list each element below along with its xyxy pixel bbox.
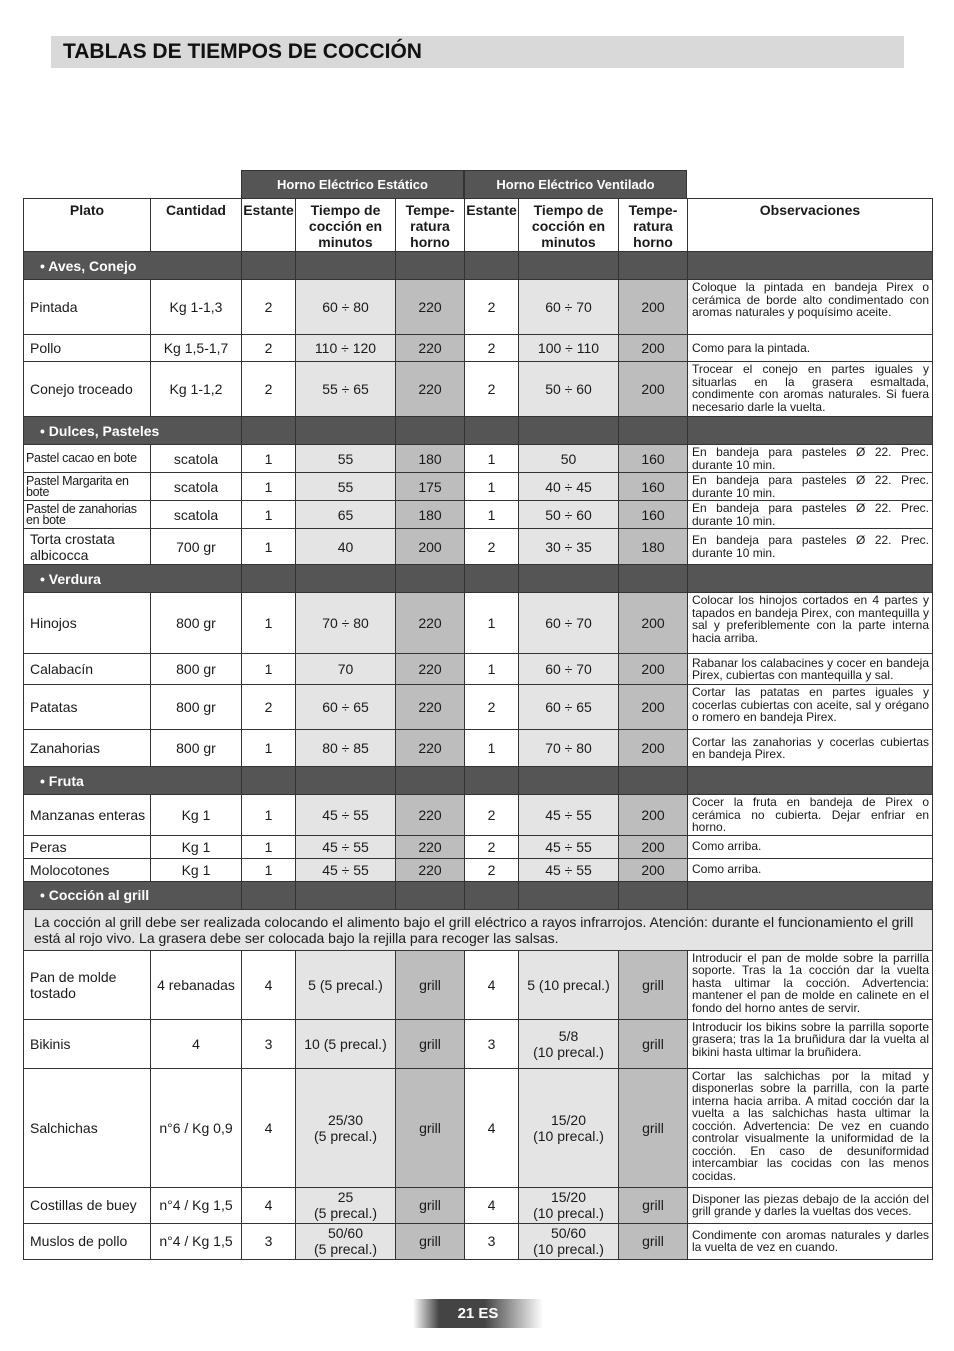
cell-estante-fan: 4 [465, 1187, 519, 1223]
static-oven-header: Horno Eléctrico Estático [241, 170, 464, 198]
cell-tiempo-fan: 60 ÷ 70 [519, 654, 619, 685]
table-row [24, 835, 933, 858]
cell-estante-fan: 2 [465, 835, 519, 858]
cell-temp-fan: 200 [619, 280, 688, 335]
table-row [24, 950, 933, 1019]
col-temp-fan: Tempe- ratura horno [619, 199, 688, 252]
cell-estante-static: 4 [242, 1068, 296, 1187]
section-grill [24, 881, 933, 909]
section-label: • Cocción al grill [24, 881, 242, 909]
cell-estante-fan: 1 [465, 654, 519, 685]
cell-plato: Conejo troceado [24, 362, 151, 417]
cell-estante-fan: 2 [465, 335, 519, 362]
page-title: TABLAS DE TIEMPOS DE COCCIÓN [51, 36, 904, 68]
cell-cantidad: 4 rebanadas [151, 950, 242, 1019]
cell-cantidad: n°6 / Kg 0,9 [151, 1068, 242, 1187]
cell-tiempo-static: 5 (5 precal.) [296, 950, 396, 1019]
cell-observaciones: Como arriba. [688, 858, 933, 881]
cell-tiempo-static: 40 [296, 529, 396, 565]
cell-estante-fan: 3 [465, 1223, 519, 1259]
cell-estante-fan: 4 [465, 1068, 519, 1187]
cell-temp-fan: grill [619, 950, 688, 1019]
cell-observaciones: Coloque la pintada en bandeja Pirex o cerámica de borde alto condimentado con aromas naturales y poquísimo aceite. [688, 280, 933, 335]
cell-tiempo-static: 65 [296, 501, 396, 529]
col-tiempo-static: Tiempo de cocción en minutos [296, 199, 396, 252]
cell-observaciones: Trocear el conejo en partes iguales y situarlas en la grasera esmaltada, condimente con aromas naturales. Si fuera necesario darle la vuelta. [688, 362, 933, 417]
cell-estante-static: 1 [242, 654, 296, 685]
cell-temp-static: 220 [396, 362, 465, 417]
cell-observaciones: Introducir los bikins sobre la parrilla soporte grasera; tras la 1a bruñidura dar la vuelta al bikini hasta ultimar la bruñidera. [688, 1019, 933, 1068]
table-row [24, 858, 933, 881]
cell-plato: Molocotones [24, 858, 151, 881]
cell-temp-static: grill [396, 1223, 465, 1259]
table-row [24, 445, 933, 473]
cell-cantidad: 700 gr [151, 529, 242, 565]
cell-temp-fan: grill [619, 1019, 688, 1068]
table-row [24, 1019, 933, 1068]
cell-plato: Pintada [24, 280, 151, 335]
cell-tiempo-static: 25/30 (5 precal.) [296, 1068, 396, 1187]
fan-oven-header: Horno Eléctrico Ventilado [464, 170, 687, 198]
cell-estante-static: 4 [242, 1187, 296, 1223]
table-row [24, 1068, 933, 1187]
table-row [24, 280, 933, 335]
cell-cantidad: 800 gr [151, 593, 242, 654]
cell-estante-fan: 2 [465, 685, 519, 730]
cell-temp-fan: 200 [619, 685, 688, 730]
cell-tiempo-static: 70 [296, 654, 396, 685]
cell-temp-fan: 200 [619, 858, 688, 881]
cell-tiempo-fan: 40 ÷ 45 [519, 473, 619, 501]
cell-cantidad: scatola [151, 501, 242, 529]
cell-tiempo-fan: 30 ÷ 35 [519, 529, 619, 565]
col-estante-fan: Estante [465, 199, 519, 252]
cell-tiempo-static: 50/60 (5 precal.) [296, 1223, 396, 1259]
section-label: • Aves, Conejo [24, 252, 242, 280]
cell-tiempo-static: 45 ÷ 55 [296, 795, 396, 836]
table-row [24, 501, 933, 529]
cell-tiempo-static: 55 [296, 473, 396, 501]
cell-plato: Costillas de buey [24, 1187, 151, 1223]
cell-estante-static: 4 [242, 950, 296, 1019]
cell-cantidad: 800 gr [151, 685, 242, 730]
cell-plato: Calabacín [24, 654, 151, 685]
cell-cantidad: Kg 1 [151, 835, 242, 858]
cell-observaciones: Colocar los hinojos cortados en 4 partes y tapados en bandeja Pirex, con mantequilla y sal y preferiblemente con la parte interna hacia arriba. [688, 593, 933, 654]
cell-temp-fan: grill [619, 1068, 688, 1187]
col-cantidad: Cantidad [151, 199, 242, 252]
cell-temp-static: grill [396, 1068, 465, 1187]
cell-estante-static: 1 [242, 730, 296, 767]
cooking-times-table [23, 198, 933, 1260]
cell-plato: Peras [24, 835, 151, 858]
cell-temp-static: 220 [396, 685, 465, 730]
cell-cantidad: 800 gr [151, 654, 242, 685]
cell-estante-static: 2 [242, 362, 296, 417]
cell-estante-static: 1 [242, 593, 296, 654]
cell-temp-fan: 160 [619, 473, 688, 501]
cell-observaciones: Disponer las piezas debajo de la acción del grill grande y darles la vueltas dos veces. [688, 1187, 933, 1223]
cell-tiempo-static: 80 ÷ 85 [296, 730, 396, 767]
cell-observaciones: Cocer la fruta en bandeja de Pirex o cerámica no cubierta. Dejar enfriar en horno. [688, 795, 933, 836]
page-number [413, 1299, 543, 1328]
cell-estante-static: 1 [242, 473, 296, 501]
cell-tiempo-fan: 50 [519, 445, 619, 473]
table-row [24, 362, 933, 417]
cell-tiempo-static: 60 ÷ 65 [296, 685, 396, 730]
cell-temp-fan: 200 [619, 795, 688, 836]
table-row [24, 654, 933, 685]
cell-temp-static: 220 [396, 593, 465, 654]
cell-temp-static: grill [396, 1019, 465, 1068]
cell-cantidad: Kg 1-1,3 [151, 280, 242, 335]
cell-plato: Pastel Margarita en bote [24, 473, 151, 501]
cell-estante-static: 1 [242, 858, 296, 881]
cell-tiempo-fan: 60 ÷ 70 [519, 280, 619, 335]
grill-note-row [24, 909, 933, 950]
cell-observaciones: En bandeja para pasteles Ø 22. Prec. durante 10 min. [688, 473, 933, 501]
cell-observaciones: Cortar las salchichas por la mitad y disponerlas sobre la parrilla, con la parte interna hacia arriba. A mitad cocción dar la vuelta a las salchichas hasta ultimar la cocción. Advertencia: De vez en cuando controlar visualmente la uniformidad de la cocción. En caso de desuniformidad intercambiar las cocidas con las menos cocidas. [688, 1068, 933, 1187]
cell-temp-fan: 200 [619, 593, 688, 654]
cell-estante-static: 2 [242, 335, 296, 362]
cell-estante-fan: 1 [465, 501, 519, 529]
cell-observaciones: Condimente con aromas naturales y darles la vuelta de vez en cuando. [688, 1223, 933, 1259]
cell-tiempo-fan: 15/20 (10 precal.) [519, 1068, 619, 1187]
cell-temp-static: 220 [396, 335, 465, 362]
col-observaciones: Observaciones [688, 199, 933, 252]
cell-estante-static: 1 [242, 501, 296, 529]
cell-estante-fan: 2 [465, 795, 519, 836]
cell-temp-fan: 200 [619, 835, 688, 858]
cell-estante-fan: 1 [465, 473, 519, 501]
cell-observaciones: En bandeja para pasteles Ø 22. Prec. durante 10 min. [688, 529, 933, 565]
cell-tiempo-fan: 5/8 (10 precal.) [519, 1019, 619, 1068]
cell-estante-static: 1 [242, 445, 296, 473]
cell-plato: Muslos de pollo [24, 1223, 151, 1259]
cell-estante-static: 1 [242, 529, 296, 565]
cell-temp-fan: 200 [619, 654, 688, 685]
cell-temp-fan: 180 [619, 529, 688, 565]
cell-plato: Manzanas enteras [24, 795, 151, 836]
cell-temp-static: 180 [396, 501, 465, 529]
cell-tiempo-fan: 60 ÷ 70 [519, 593, 619, 654]
cell-cantidad: Kg 1-1,2 [151, 362, 242, 417]
cell-observaciones: En bandeja para pasteles Ø 22. Prec. durante 10 min. [688, 445, 933, 473]
cell-temp-static: 220 [396, 858, 465, 881]
cell-tiempo-fan: 50/60 (10 precal.) [519, 1223, 619, 1259]
cell-tiempo-static: 25 (5 precal.) [296, 1187, 396, 1223]
cell-plato: Pastel de zanahorias en bote [24, 501, 151, 529]
cell-tiempo-static: 70 ÷ 80 [296, 593, 396, 654]
cell-temp-fan: grill [619, 1223, 688, 1259]
cell-cantidad: 4 [151, 1019, 242, 1068]
table-row [24, 593, 933, 654]
section-dulces [24, 417, 933, 445]
cell-estante-static: 1 [242, 835, 296, 858]
table-row [24, 1187, 933, 1223]
cell-estante-static: 2 [242, 685, 296, 730]
cell-estante-fan: 2 [465, 529, 519, 565]
table-row [24, 529, 933, 565]
cell-observaciones: Rabanar los calabacines y cocer en bandeja Pirex, cubiertas con mantequilla y sal. [688, 654, 933, 685]
section-label: • Fruta [24, 767, 242, 795]
section-label: • Verdura [24, 565, 242, 593]
cell-observaciones: Introducir el pan de molde sobre la parrilla soporte. Tras la 1a cocción dar la vuelta hasta ultimar la cocción. Advertencia: mantener el pan de molde en calinete en el fondo del horno antes de servir. [688, 950, 933, 1019]
cell-cantidad: scatola [151, 473, 242, 501]
cell-tiempo-static: 45 ÷ 55 [296, 835, 396, 858]
cell-estante-fan: 1 [465, 730, 519, 767]
cell-temp-static: 220 [396, 795, 465, 836]
cell-cantidad: Kg 1,5-1,7 [151, 335, 242, 362]
cell-estante-fan: 2 [465, 280, 519, 335]
cell-estante-fan: 1 [465, 445, 519, 473]
cell-temp-fan: 200 [619, 335, 688, 362]
cell-temp-static: 220 [396, 835, 465, 858]
grill-note: La cocción al grill debe ser realizada colocando el alimento bajo el grill eléctrico a rayos infrarrojos. Atención: durante el funcionamiento el grill está al rojo vivo. La grasera debe ser colocada bajo la rejilla para recoger las salsas. [24, 909, 933, 950]
cell-estante-static: 3 [242, 1019, 296, 1068]
cell-tiempo-fan: 100 ÷ 110 [519, 335, 619, 362]
header-row [24, 199, 933, 252]
cell-tiempo-fan: 60 ÷ 65 [519, 685, 619, 730]
section-label: • Dulces, Pasteles [24, 417, 242, 445]
cell-cantidad: scatola [151, 445, 242, 473]
cell-tiempo-fan: 50 ÷ 60 [519, 362, 619, 417]
cell-tiempo-static: 55 ÷ 65 [296, 362, 396, 417]
table-row [24, 795, 933, 836]
cell-tiempo-fan: 5 (10 precal.) [519, 950, 619, 1019]
cell-temp-fan: 200 [619, 730, 688, 767]
cell-cantidad: n°4 / Kg 1,5 [151, 1223, 242, 1259]
table-row [24, 730, 933, 767]
cell-estante-fan: 2 [465, 362, 519, 417]
cell-plato: Zanahorias [24, 730, 151, 767]
cell-estante-static: 3 [242, 1223, 296, 1259]
cell-temp-static: grill [396, 950, 465, 1019]
cell-tiempo-fan: 50 ÷ 60 [519, 501, 619, 529]
cell-temp-fan: 160 [619, 445, 688, 473]
cell-temp-static: 180 [396, 445, 465, 473]
cell-plato: Pan de molde tostado [24, 950, 151, 1019]
page-number-label: 21 ES [457, 1305, 499, 1322]
cell-plato: Hinojos [24, 593, 151, 654]
cell-estante-fan: 1 [465, 593, 519, 654]
cell-temp-fan: 160 [619, 501, 688, 529]
col-plato: Plato [24, 199, 151, 252]
cell-tiempo-static: 110 ÷ 120 [296, 335, 396, 362]
section-fruta [24, 767, 933, 795]
cell-observaciones: En bandeja para pasteles Ø 22. Prec. durante 10 min. [688, 501, 933, 529]
cell-plato: Bikinis [24, 1019, 151, 1068]
section-verdura [24, 565, 933, 593]
col-tiempo-fan: Tiempo de cocción en minutos [519, 199, 619, 252]
table-row [24, 1223, 933, 1259]
cell-tiempo-fan: 45 ÷ 55 [519, 835, 619, 858]
cell-estante-fan: 2 [465, 858, 519, 881]
cell-cantidad: 800 gr [151, 730, 242, 767]
cell-tiempo-static: 45 ÷ 55 [296, 858, 396, 881]
cell-tiempo-fan: 15/20 (10 precal.) [519, 1187, 619, 1223]
section-aves [24, 252, 933, 280]
cell-tiempo-static: 60 ÷ 80 [296, 280, 396, 335]
table-row [24, 335, 933, 362]
col-temp-static: Tempe- ratura horno [396, 199, 465, 252]
table-row [24, 685, 933, 730]
cell-cantidad: n°4 / Kg 1,5 [151, 1187, 242, 1223]
cell-tiempo-fan: 45 ÷ 55 [519, 795, 619, 836]
cell-estante-fan: 4 [465, 950, 519, 1019]
cell-temp-fan: grill [619, 1187, 688, 1223]
cell-temp-static: 200 [396, 529, 465, 565]
cell-plato: Patatas [24, 685, 151, 730]
cell-temp-static: grill [396, 1187, 465, 1223]
cell-tiempo-static: 10 (5 precal.) [296, 1019, 396, 1068]
cell-plato: Torta crostata albicocca [24, 529, 151, 565]
cell-observaciones: Cortar las zanahorias y cocerlas cubiertas en bandeja Pirex. [688, 730, 933, 767]
cell-observaciones: Cortar las patatas en partes iguales y cocerlas cubiertas con aceite, sal y orégano o romero en bandeja Pirex. [688, 685, 933, 730]
cell-plato: Salchichas [24, 1068, 151, 1187]
cell-plato: Pollo [24, 335, 151, 362]
cell-cantidad: Kg 1 [151, 858, 242, 881]
cell-temp-static: 220 [396, 654, 465, 685]
table-row [24, 473, 933, 501]
cell-temp-static: 220 [396, 280, 465, 335]
cell-estante-static: 1 [242, 795, 296, 836]
cell-temp-static: 220 [396, 730, 465, 767]
cell-observaciones: Como arriba. [688, 835, 933, 858]
col-estante-static: Estante [242, 199, 296, 252]
cell-tiempo-fan: 45 ÷ 55 [519, 858, 619, 881]
cell-estante-static: 2 [242, 280, 296, 335]
cell-temp-static: 175 [396, 473, 465, 501]
cell-temp-fan: 200 [619, 362, 688, 417]
cell-observaciones: Como para la pintada. [688, 335, 933, 362]
cell-estante-fan: 3 [465, 1019, 519, 1068]
cell-cantidad: Kg 1 [151, 795, 242, 836]
cell-tiempo-static: 55 [296, 445, 396, 473]
cell-tiempo-fan: 70 ÷ 80 [519, 730, 619, 767]
cell-plato: Pastel cacao en bote [24, 445, 151, 473]
